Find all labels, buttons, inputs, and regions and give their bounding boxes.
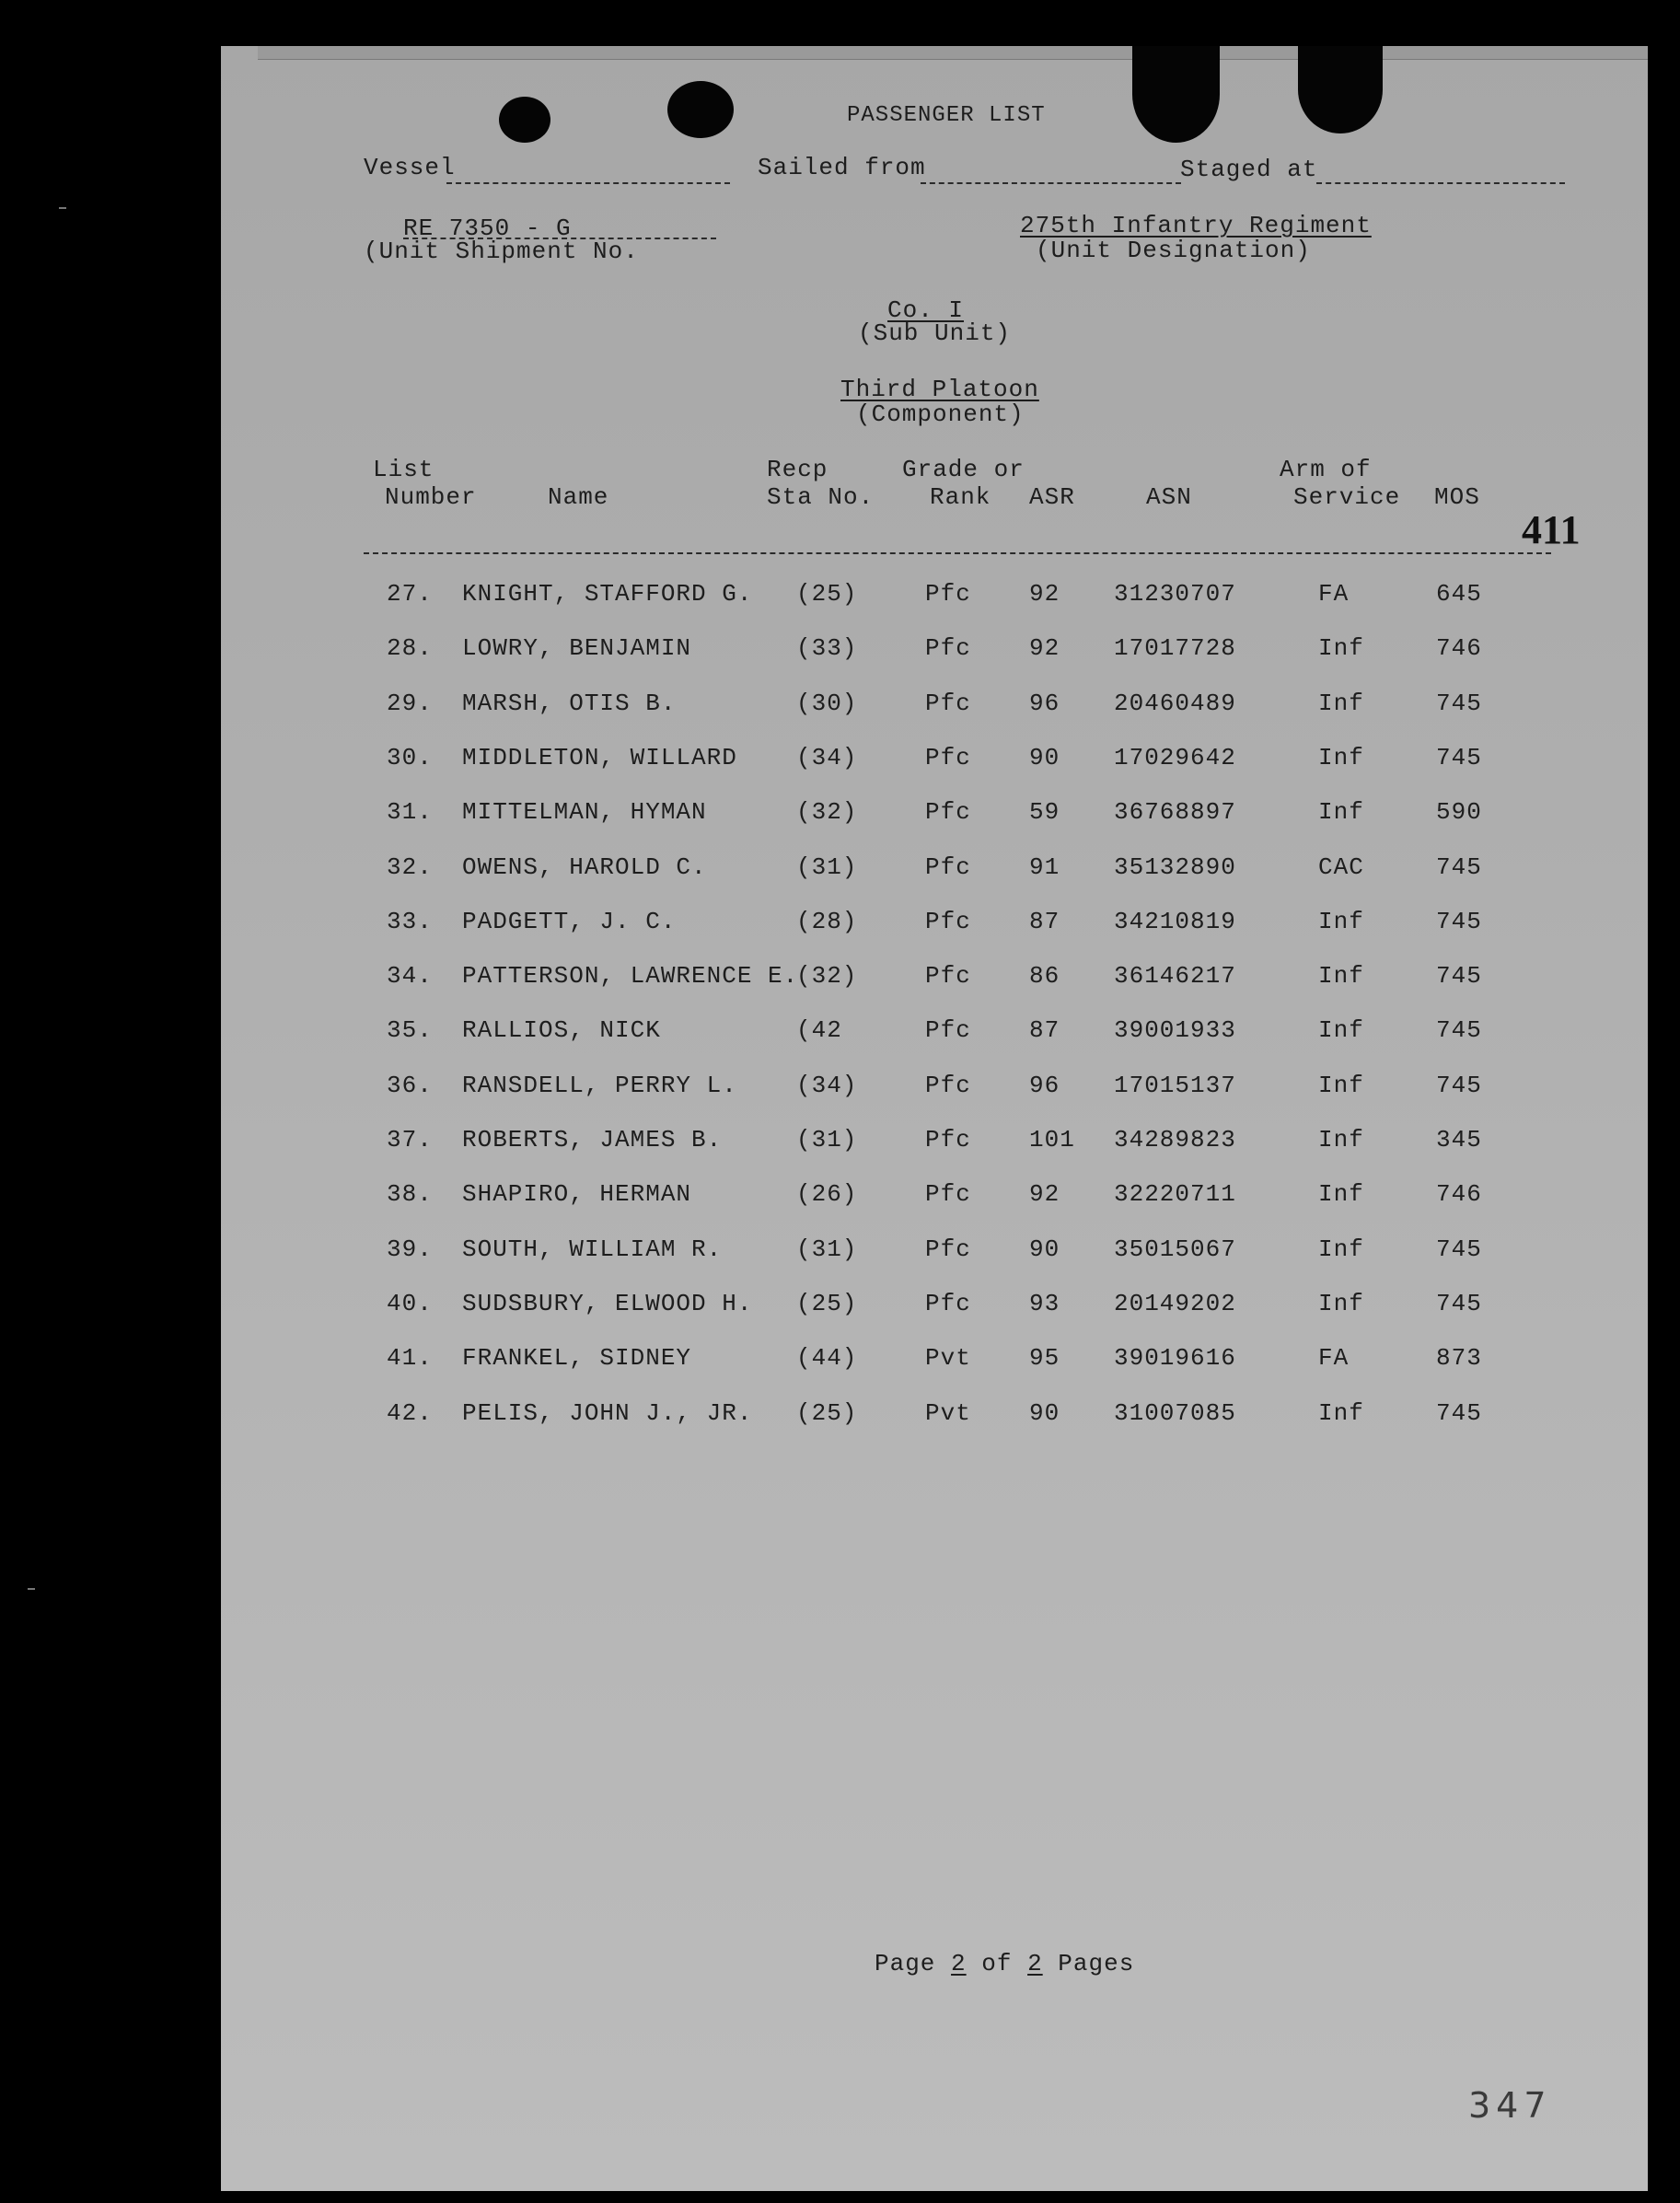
row-asn: 31230707 xyxy=(1114,580,1236,608)
page-top-edge xyxy=(258,46,1648,60)
col-asn: ASN xyxy=(1146,483,1192,511)
row-name: MARSH, OTIS B. xyxy=(462,690,677,717)
col-mos: MOS xyxy=(1434,483,1480,511)
col-grade-2: Rank xyxy=(930,483,991,511)
row-recp-sta: (31) xyxy=(796,1126,858,1154)
row-mos: 645 xyxy=(1436,580,1482,608)
unit-designation-value: 275th Infantry Regiment xyxy=(1020,212,1372,239)
row-mos: 745 xyxy=(1436,1072,1482,1099)
row-mos: 745 xyxy=(1436,1235,1482,1263)
table-row xyxy=(221,962,1648,999)
row-asn: 35132890 xyxy=(1114,853,1236,881)
row-recp-sta: (31) xyxy=(796,1235,858,1263)
sub-unit-label: (Sub Unit) xyxy=(858,319,1012,347)
row-mos: 745 xyxy=(1436,1016,1482,1044)
table-row xyxy=(221,853,1648,890)
row-list-number: 29. xyxy=(387,690,433,717)
table-row xyxy=(221,634,1648,671)
row-asn: 17017728 xyxy=(1114,634,1236,662)
row-rank: Pvt xyxy=(925,1399,971,1427)
row-arm-of-service: Inf xyxy=(1318,962,1364,990)
row-asn: 20149202 xyxy=(1114,1290,1236,1317)
row-rank: Pfc xyxy=(925,1290,971,1317)
row-rank: Pvt xyxy=(925,1344,971,1372)
row-name: RALLIOS, NICK xyxy=(462,1016,661,1044)
staged-at-blank xyxy=(1316,182,1565,184)
document-page xyxy=(221,46,1648,2191)
row-arm-of-service: Inf xyxy=(1318,1399,1364,1427)
row-mos: 745 xyxy=(1436,1399,1482,1427)
row-name: PELIS, JOHN J., JR. xyxy=(462,1399,753,1427)
row-mos: 746 xyxy=(1436,1180,1482,1208)
row-name: PADGETT, J. C. xyxy=(462,908,677,935)
page-total: 2 xyxy=(1027,1950,1043,1977)
row-asn: 39019616 xyxy=(1114,1344,1236,1372)
table-row xyxy=(221,1290,1648,1327)
table-row xyxy=(221,1399,1648,1436)
header-rule xyxy=(364,552,1551,554)
row-asn: 34210819 xyxy=(1114,908,1236,935)
col-recp-2: Sta No. xyxy=(767,483,875,511)
row-rank: Pfc xyxy=(925,690,971,717)
col-name: Name xyxy=(548,483,609,511)
row-recp-sta: (26) xyxy=(796,1180,858,1208)
row-arm-of-service: Inf xyxy=(1318,798,1364,826)
row-arm-of-service: Inf xyxy=(1318,634,1364,662)
component-value: Third Platoon xyxy=(840,376,1039,403)
row-list-number: 35. xyxy=(387,1016,433,1044)
punch-hole xyxy=(1132,46,1220,143)
row-recp-sta: (34) xyxy=(796,744,858,771)
row-mos: 590 xyxy=(1436,798,1482,826)
row-rank: Pfc xyxy=(925,798,971,826)
row-recp-sta: (44) xyxy=(796,1344,858,1372)
row-arm-of-service: Inf xyxy=(1318,690,1364,717)
row-rank: Pfc xyxy=(925,853,971,881)
row-asr: 92 xyxy=(1029,580,1060,608)
sub-unit-value: Co. I xyxy=(887,296,965,324)
row-asr: 90 xyxy=(1029,744,1060,771)
col-list-number-2: Number xyxy=(385,483,477,511)
table-row xyxy=(221,1016,1648,1053)
staged-at-label: Staged at xyxy=(1180,156,1318,183)
row-mos: 873 xyxy=(1436,1344,1482,1372)
col-recp-1: Recp xyxy=(767,456,828,483)
row-recp-sta: (42 xyxy=(796,1016,842,1044)
row-list-number: 30. xyxy=(387,744,433,771)
row-list-number: 37. xyxy=(387,1126,433,1154)
row-asr: 92 xyxy=(1029,1180,1060,1208)
row-mos: 345 xyxy=(1436,1126,1482,1154)
row-recp-sta: (30) xyxy=(796,690,858,717)
page-indicator xyxy=(875,1950,1134,1977)
punch-hole xyxy=(499,97,550,143)
row-mos: 745 xyxy=(1436,908,1482,935)
row-recp-sta: (25) xyxy=(796,1290,858,1317)
row-arm-of-service: Inf xyxy=(1318,1126,1364,1154)
row-mos: 745 xyxy=(1436,853,1482,881)
row-name: OWENS, HAROLD C. xyxy=(462,853,707,881)
unit-shipment-label: (Unit Shipment No. xyxy=(364,238,639,265)
row-rank: Pfc xyxy=(925,580,971,608)
punch-hole xyxy=(1298,46,1383,133)
row-rank: Pfc xyxy=(925,1235,971,1263)
row-rank: Pfc xyxy=(925,1180,971,1208)
row-rank: Pfc xyxy=(925,1072,971,1099)
row-arm-of-service: Inf xyxy=(1318,744,1364,771)
row-asn: 35015067 xyxy=(1114,1235,1236,1263)
row-arm-of-service: Inf xyxy=(1318,1016,1364,1044)
row-recp-sta: (34) xyxy=(796,1072,858,1099)
row-arm-of-service: CAC xyxy=(1318,853,1364,881)
row-name: KNIGHT, STAFFORD G. xyxy=(462,580,753,608)
page-current: 2 xyxy=(951,1950,967,1977)
row-name: SHAPIRO, HERMAN xyxy=(462,1180,692,1208)
row-rank: Pfc xyxy=(925,908,971,935)
row-asn: 20460489 xyxy=(1114,690,1236,717)
row-name: FRANKEL, SIDNEY xyxy=(462,1344,692,1372)
row-asr: 101 xyxy=(1029,1126,1075,1154)
row-list-number: 34. xyxy=(387,962,433,990)
table-row xyxy=(221,580,1648,617)
unit-designation-label: (Unit Designation) xyxy=(1036,237,1311,264)
table-row xyxy=(221,798,1648,835)
row-list-number: 40. xyxy=(387,1290,433,1317)
row-arm-of-service: Inf xyxy=(1318,1290,1364,1317)
page-of: of xyxy=(981,1950,1013,1977)
row-asr: 93 xyxy=(1029,1290,1060,1317)
table-row xyxy=(221,744,1648,781)
row-asr: 90 xyxy=(1029,1235,1060,1263)
row-asr: 96 xyxy=(1029,1072,1060,1099)
table-row xyxy=(221,908,1648,945)
row-asn: 39001933 xyxy=(1114,1016,1236,1044)
row-name: MIDDLETON, WILLARD xyxy=(462,744,737,771)
row-list-number: 39. xyxy=(387,1235,433,1263)
table-row xyxy=(221,690,1648,726)
row-list-number: 32. xyxy=(387,853,433,881)
row-asn: 36768897 xyxy=(1114,798,1236,826)
col-asr: ASR xyxy=(1029,483,1075,511)
row-recp-sta: (25) xyxy=(796,580,858,608)
page-prefix: Page xyxy=(875,1950,936,1977)
row-name: LOWRY, BENJAMIN xyxy=(462,634,692,662)
row-recp-sta: (33) xyxy=(796,634,858,662)
vessel-label: Vessel xyxy=(364,154,456,181)
row-mos: 745 xyxy=(1436,962,1482,990)
row-asn: 36146217 xyxy=(1114,962,1236,990)
row-list-number: 41. xyxy=(387,1344,433,1372)
unit-shipment-value: RE 7350 - G xyxy=(403,215,572,242)
table-row xyxy=(221,1126,1648,1163)
col-arm-1: Arm of xyxy=(1280,456,1372,483)
row-recp-sta: (31) xyxy=(796,853,858,881)
col-list-number-1: List xyxy=(373,456,434,483)
row-mos: 745 xyxy=(1436,690,1482,717)
row-name: SOUTH, WILLIAM R. xyxy=(462,1235,723,1263)
document-title: PASSENGER LIST xyxy=(847,103,1046,128)
table-row xyxy=(221,1072,1648,1108)
sailed-from-label: Sailed from xyxy=(758,154,926,181)
row-rank: Pfc xyxy=(925,1126,971,1154)
component-label: (Component) xyxy=(856,400,1025,428)
row-mos: 746 xyxy=(1436,634,1482,662)
row-name: PATTERSON, LAWRENCE E. xyxy=(462,962,799,990)
row-list-number: 31. xyxy=(387,798,433,826)
page-suffix: Pages xyxy=(1058,1950,1135,1977)
row-name: MITTELMAN, HYMAN xyxy=(462,798,707,826)
row-name: SUDSBURY, ELWOOD H. xyxy=(462,1290,753,1317)
handwritten-number: 347 xyxy=(1468,2085,1552,2126)
row-asr: 90 xyxy=(1029,1399,1060,1427)
row-asn: 34289823 xyxy=(1114,1126,1236,1154)
table-row xyxy=(221,1180,1648,1217)
row-name: RANSDELL, PERRY L. xyxy=(462,1072,737,1099)
film-mark xyxy=(59,207,66,209)
stamped-number: 411 xyxy=(1522,507,1581,552)
row-arm-of-service: Inf xyxy=(1318,1235,1364,1263)
sailed-from-blank xyxy=(921,182,1181,184)
row-recp-sta: (28) xyxy=(796,908,858,935)
row-asr: 92 xyxy=(1029,634,1060,662)
row-list-number: 36. xyxy=(387,1072,433,1099)
row-list-number: 38. xyxy=(387,1180,433,1208)
row-asr: 87 xyxy=(1029,1016,1060,1044)
col-arm-2: Service xyxy=(1293,483,1401,511)
row-list-number: 28. xyxy=(387,634,433,662)
punch-hole xyxy=(667,81,734,138)
row-asr: 91 xyxy=(1029,853,1060,881)
row-asn: 17015137 xyxy=(1114,1072,1236,1099)
row-rank: Pfc xyxy=(925,634,971,662)
row-asn: 17029642 xyxy=(1114,744,1236,771)
row-asn: 32220711 xyxy=(1114,1180,1236,1208)
row-mos: 745 xyxy=(1436,1290,1482,1317)
row-asn: 31007085 xyxy=(1114,1399,1236,1427)
row-asr: 59 xyxy=(1029,798,1060,826)
col-grade-1: Grade or xyxy=(902,456,1025,483)
row-asr: 87 xyxy=(1029,908,1060,935)
row-asr: 95 xyxy=(1029,1344,1060,1372)
row-asr: 86 xyxy=(1029,962,1060,990)
row-recp-sta: (32) xyxy=(796,962,858,990)
row-arm-of-service: Inf xyxy=(1318,908,1364,935)
table-row xyxy=(221,1344,1648,1381)
row-mos: 745 xyxy=(1436,744,1482,771)
row-arm-of-service: FA xyxy=(1318,580,1350,608)
table-row xyxy=(221,1235,1648,1272)
row-rank: Pfc xyxy=(925,962,971,990)
row-recp-sta: (32) xyxy=(796,798,858,826)
row-arm-of-service: FA xyxy=(1318,1344,1350,1372)
row-arm-of-service: Inf xyxy=(1318,1072,1364,1099)
vessel-blank xyxy=(446,182,730,184)
row-list-number: 42. xyxy=(387,1399,433,1427)
row-list-number: 33. xyxy=(387,908,433,935)
row-name: ROBERTS, JAMES B. xyxy=(462,1126,723,1154)
row-arm-of-service: Inf xyxy=(1318,1180,1364,1208)
row-rank: Pfc xyxy=(925,1016,971,1044)
row-rank: Pfc xyxy=(925,744,971,771)
film-mark xyxy=(28,1588,35,1590)
row-asr: 96 xyxy=(1029,690,1060,717)
row-recp-sta: (25) xyxy=(796,1399,858,1427)
row-list-number: 27. xyxy=(387,580,433,608)
